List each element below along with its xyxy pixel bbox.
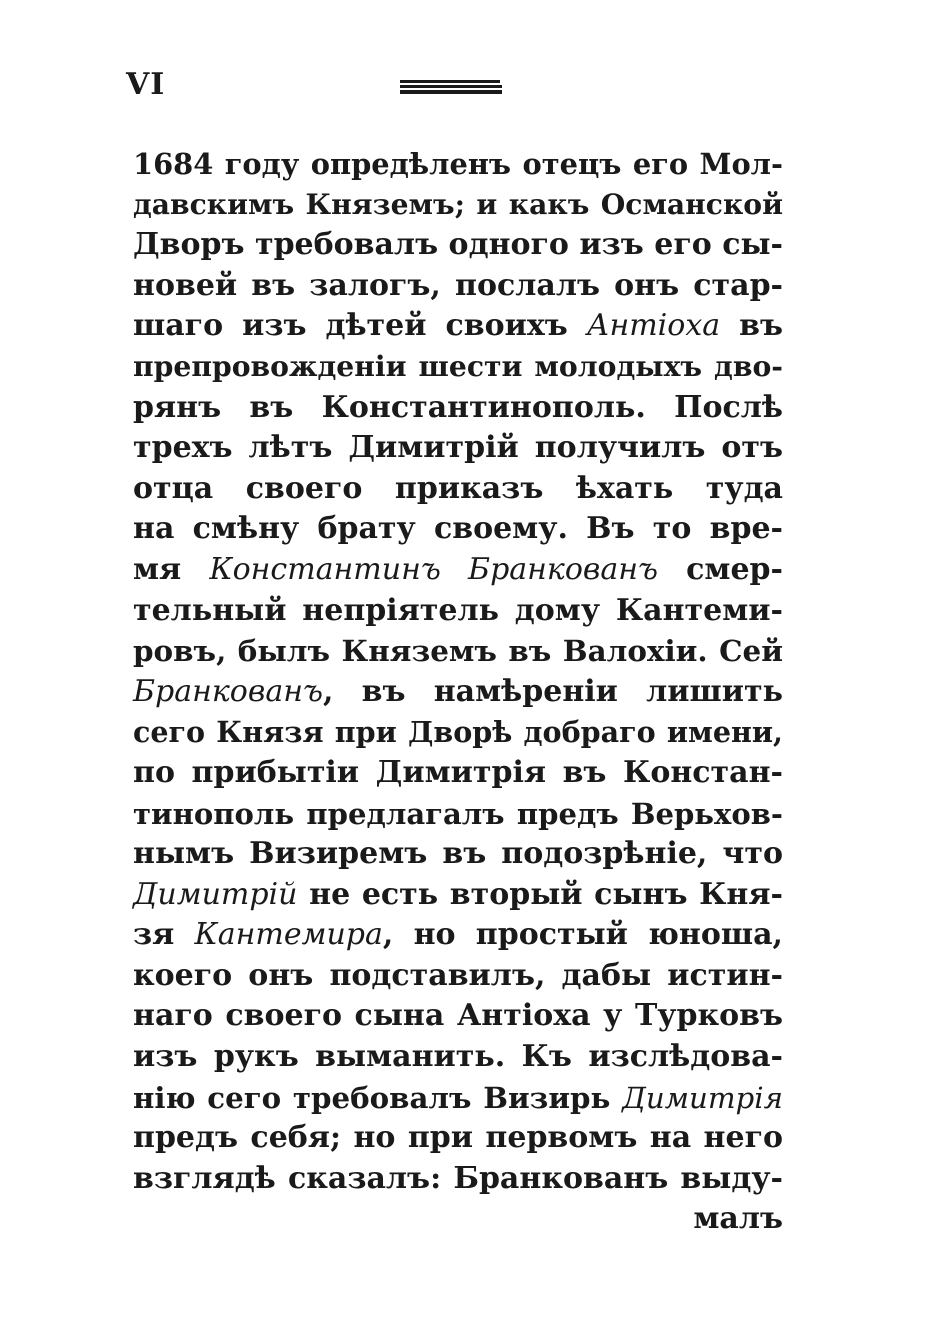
text-line <box>133 996 783 1037</box>
text-line <box>133 347 783 388</box>
text-line <box>133 794 783 835</box>
italic-text-segment: Кантемира <box>194 917 383 953</box>
text-line <box>133 591 783 632</box>
text-line <box>133 388 783 429</box>
text-line <box>133 1159 783 1200</box>
text-segment: рянъ въ Константинополь. Послѣ <box>133 389 783 425</box>
italic-text-segment: Константинъ Бранкованъ <box>209 551 659 587</box>
text-segment: ровъ, былъ Княземъ въ Валохіи. Сей <box>133 633 783 669</box>
text-line <box>133 1199 783 1240</box>
header-rule-ornament <box>400 80 502 96</box>
text-line <box>133 712 783 753</box>
text-segment: взглядѣ сказалъ: Бранкованъ выду- <box>133 1160 783 1196</box>
text-segment: препровожденіи шести молодыхъ дво- <box>133 349 783 383</box>
text-segment: мя <box>133 551 210 587</box>
italic-text-segment: Димитрій <box>133 876 298 912</box>
text-segment: , въ намѣреніи лишить <box>322 673 783 709</box>
text-line <box>133 875 783 916</box>
text-segment: наго своего сына Антіоха у Турковъ <box>133 998 783 1034</box>
text-segment: коего онъ подставилъ, дабы истин- <box>133 957 783 993</box>
text-line <box>133 306 783 347</box>
text-segment: на смѣну брату своему. Въ то вре- <box>133 511 783 547</box>
text-segment: зя <box>133 917 195 953</box>
text-line <box>133 1037 783 1078</box>
header-rule-line <box>400 80 500 83</box>
text-segment: по прибытіи Димитрія въ Констан- <box>133 754 783 790</box>
text-segment: предъ себя; но при первомъ на него <box>133 1120 783 1156</box>
text-line <box>133 428 783 469</box>
text-line <box>133 144 783 185</box>
text-line <box>133 753 783 794</box>
text-line <box>133 266 783 307</box>
text-segment: малъ <box>693 1201 783 1237</box>
text-segment: 1684 году опредѣленъ отецъ его Мол- <box>133 147 783 181</box>
header-rule-line <box>400 90 502 94</box>
text-line <box>133 550 783 591</box>
text-line <box>133 956 783 997</box>
text-line <box>133 469 783 510</box>
text-segment: новей въ залогъ, послалъ онъ стар- <box>133 267 783 303</box>
text-line <box>133 915 783 956</box>
text-line <box>133 509 783 550</box>
text-segment: тельный непріятель дому Кантеми- <box>133 592 783 628</box>
text-line <box>133 185 783 226</box>
text-segment: въ <box>720 308 783 344</box>
text-segment: Дворъ требовалъ одного изъ его сы- <box>133 227 783 263</box>
text-segment: отца своего приказъ ѣхать туда <box>133 470 783 506</box>
text-line <box>133 672 783 713</box>
text-segment: трехъ лѣтъ Димитрій получилъ отъ <box>133 430 783 466</box>
italic-text-segment: Антіоха <box>586 308 721 344</box>
text-segment: тинополь предлагалъ предъ Верьхов- <box>133 796 783 831</box>
body-text <box>133 144 783 1240</box>
text-segment: сего Князя при Дворѣ добраго имени, <box>133 715 783 750</box>
page-number: VI <box>126 67 166 102</box>
text-segment: нію сего требовалъ Визирь <box>133 1080 623 1115</box>
text-segment: , но простый юноша, <box>382 917 783 953</box>
text-line <box>133 834 783 875</box>
text-line <box>133 631 783 672</box>
text-segment: нымъ Визиремъ въ подозрѣніе, что <box>133 836 783 872</box>
text-line <box>133 1118 783 1159</box>
text-segment: не есть вторый сынъ Кня- <box>297 876 783 912</box>
text-line <box>133 225 783 266</box>
text-segment: смер- <box>658 551 783 587</box>
header-rule-line <box>400 85 502 88</box>
text-segment: изъ рукъ выманить. Къ изслѣдова- <box>133 1039 783 1075</box>
text-line <box>133 1078 783 1119</box>
text-segment: шаго изъ дѣтей своихъ <box>133 308 587 344</box>
italic-text-segment: Димитрія <box>622 1080 783 1115</box>
text-segment: давскимъ Княземъ; и какъ Османской <box>133 187 783 221</box>
italic-text-segment: Бранкованъ <box>133 673 323 709</box>
